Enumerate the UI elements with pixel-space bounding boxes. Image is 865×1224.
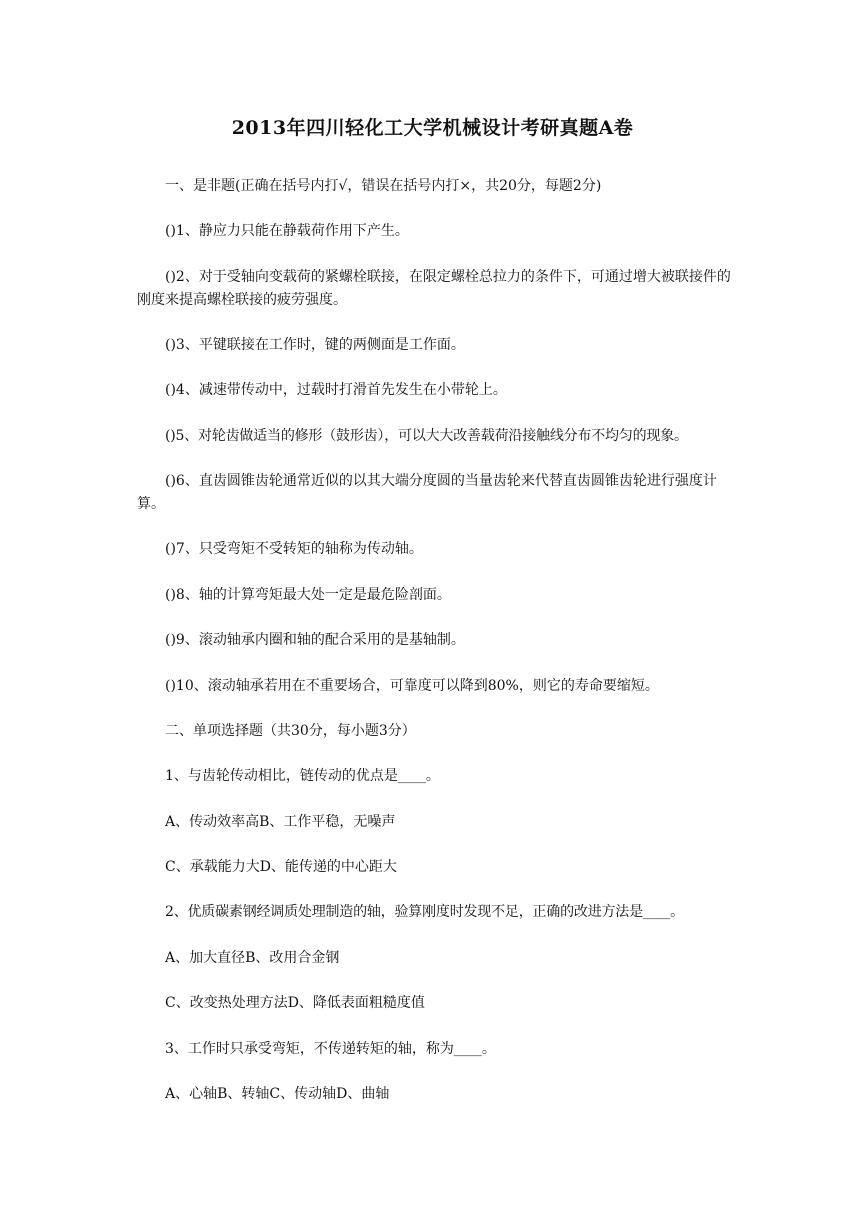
question-item: ()6、直齿圆锥齿轮通常近似的以其大端分度圆的当量齿轮来代替直齿圆锥齿轮进行强度计算。: [137, 473, 717, 512]
question-item: 1、与齿轮传动相比，链传动的优点是____。: [165, 768, 440, 784]
question-item: ()5、对轮齿做适当的修形（鼓形齿），可以大大改善载荷沿接触线分布不均匀的现象。: [165, 428, 688, 444]
question-item: 3、工作时只承受弯矩，不传递转矩的轴，称为____。: [165, 1041, 496, 1057]
section-heading-single-choice: 二、单项选择题（共30分，每小题3分）: [165, 723, 416, 739]
answer-options: A、传动效率高B、工作平稳，无噪声: [165, 814, 396, 830]
question-item: ()9、滚动轴承内圈和轴的配合采用的是基轴制。: [165, 632, 465, 648]
answer-options: A、心轴B、转轴C、传动轴D、曲轴: [165, 1086, 390, 1102]
question-item: ()1、静应力只能在静载荷作用下产生。: [165, 223, 409, 239]
answer-options: C、承载能力大D、能传递的中心距大: [165, 859, 397, 875]
question-item: ()4、减速带传动中，过载时打滑首先发生在小带轮上。: [165, 382, 507, 398]
document-title: 2013年四川轻化工大学机械设计考研真题A卷: [231, 117, 634, 139]
section-heading-true-false: 一、是非题(正确在括号内打√，错误在括号内打×，共20分，每题2分): [165, 178, 602, 194]
question-item: ()10、滚动轴承若用在不重要场合，可靠度可以降到80%，则它的寿命要缩短。: [165, 678, 659, 694]
answer-options: A、加大直径B、改用合金钢: [165, 950, 340, 966]
question-item: ()3、平键联接在工作时，键的两侧面是工作面。: [165, 337, 465, 353]
question-item: ()7、只受弯矩不受转矩的轴称为传动轴。: [165, 541, 423, 557]
question-item: ()2、对于受轴向变载荷的紧螺栓联接，在限定螺栓总拉力的条件下，可通过增大被联接件的刚度来提高螺栓联接的疲劳强度。: [137, 269, 731, 308]
question-item: ()8、轴的计算弯矩最大处一定是最危险剖面。: [165, 587, 451, 603]
question-item: 2、优质碳素钢经调质处理制造的轴，验算刚度时发现不足，正确的改进方法是____。: [165, 904, 684, 920]
answer-options: C、改变热处理方法D、降低表面粗糙度值: [165, 995, 425, 1011]
